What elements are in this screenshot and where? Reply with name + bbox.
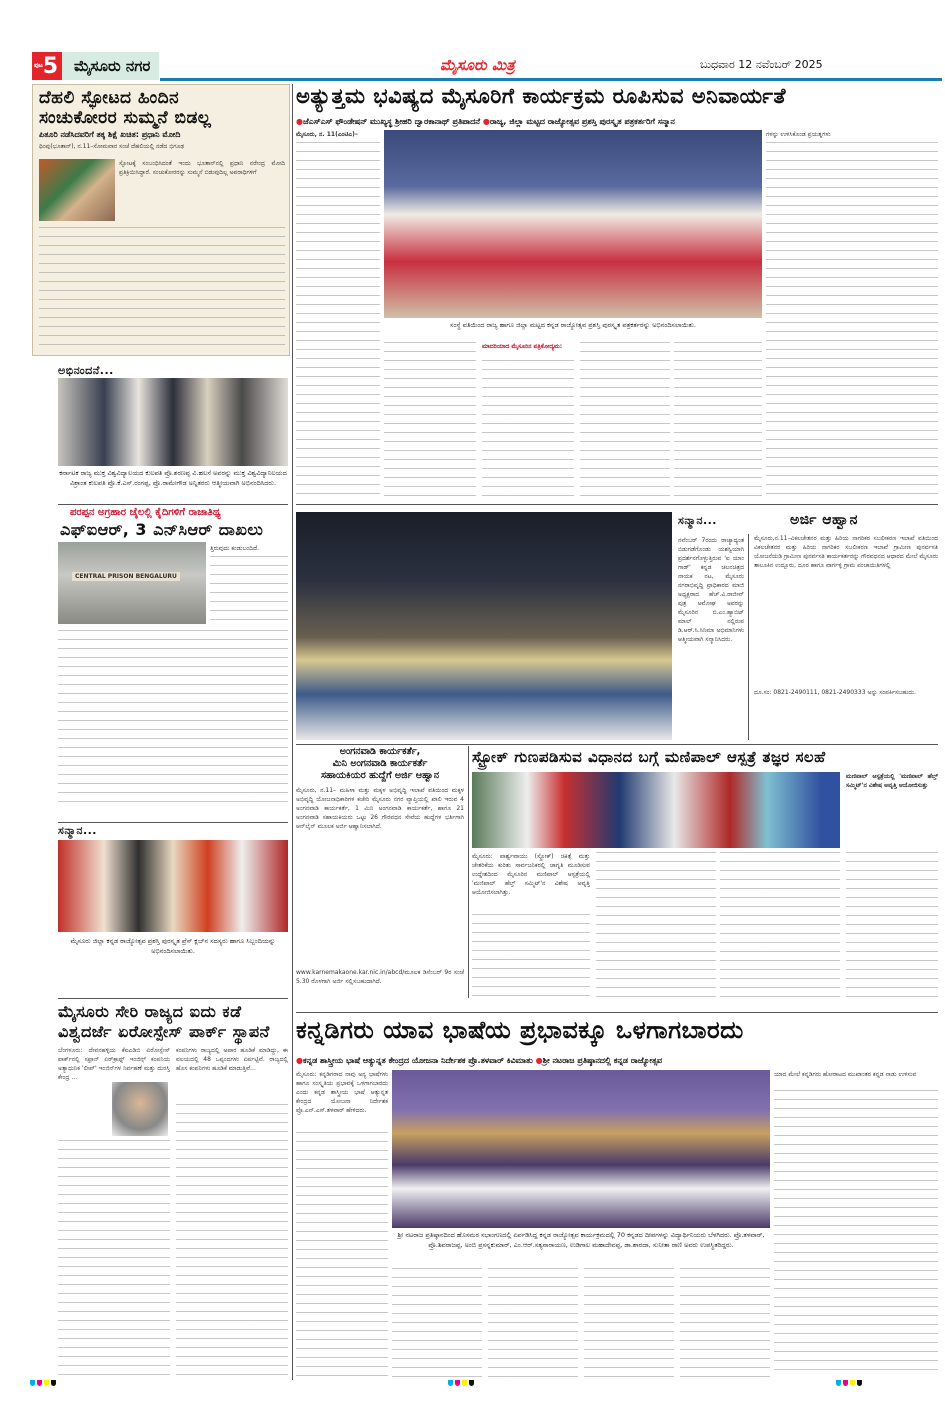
bullet-icon: ● <box>535 1056 543 1065</box>
prison-photo <box>58 542 206 624</box>
delhi-story <box>32 84 290 356</box>
stroke-col-1 <box>472 914 590 998</box>
kannada-col-4 <box>584 1268 674 1378</box>
delhi-dateline: ಥಿಂಪು(ಭೂತಾನ್), ನ.11–ಸೋಮವಾರ ಸಂಜೆ ದೆಹಲಿಯಲ್ಲಿ ನಡೆದ ಭಿಗೂಢ <box>39 143 185 150</box>
main-sub-2: ರಾಜ್ಯ, ಜಿಲ್ಲಾ ಮಟ್ಟದ ರಾಜ್ಯೋತ್ಸವ ಪ್ರಶಸ್ತಿ ಪುರಸ್ಕೃತ ಪತ್ರಕರ್ತರಿಗೆ ಸನ್ಮಾನ <box>489 117 675 126</box>
prison-sign: CENTRAL PRISON BENGALURU <box>72 572 180 581</box>
jail-headline: ಎಫ್‌ಐಆರ್, 3 ಎನ್‌ಸಿಆರ್ ದಾಖಲು <box>60 520 264 539</box>
abhinandane-photo <box>58 378 288 466</box>
issue-date: ಬುಧವಾರ 12 ನವೆಂಬರ್ 2025 <box>700 58 823 71</box>
divider <box>296 744 938 745</box>
aerospace-headline-1: ಮೈಸೂರು ಸೇರಿ ರಾಜ್ಯದ ಐದು ಕಡೆ <box>58 1002 242 1021</box>
abhinandane-caption: ಕರ್ನಾಟಕ ರಾಜ್ಯ ಮುಕ್ತ ವಿಶ್ವವಿದ್ಯಾಲಯದ ಕುಲಪತಿ ಪ್ರೊ.ಶರಣಪ್ಪ ವಿ.ಹಲಸೆ ಅವರನ್ನು ಮುಕ್ತ ವಿಶ್ವವಿದ್ಯಾನಿಲಯದ ವಿಶ್ರಾಂತ ಕುಲಪತಿ ಪ್ರೊ.ಕೆ.ಎಸ್.ರಂಗಪ್ಪ, ಪ್ರೊ.ರಾಮೇಗೌಡ ಅನ್ನಿತರರು ಆತ್ಮೀಯವಾಗಿ ಅಭಿನಂದಿಸಿದರು. <box>59 469 287 487</box>
kannada-sub-2: ಶ್ರೀ ನಟರಾಜ ಪ್ರತಿಷ್ಠಾನದಲ್ಲಿ ಕನ್ನಡ ರಾಜ್ಯೋತ್ಸವ <box>542 1056 663 1065</box>
aerospace-body-1: ಬೆಂಗಳೂರು: ದೇವನಹಳ್ಳಿಯ ಕೆಐಎಡಿಬಿ ಏರೋಸ್ಪೇಸ್ ಪಾರ್ಕ್‌ನಲ್ಲಿ ಸಫ್ರಾನ್ ಏರ್‌ಕ್ರಾಫ್ಟ್ ಇಂಜಿನ್ಸ್ ಕಂಪನಿಯ ಅತ್ಯಾಧುನಿಕ 'ಲೀಪ್' ಇಂಜಿನ್‌ಗಳ ನಿರ್ವಹಣೆ ಮತ್ತು ದುರಸ್ತಿ ಕೇಂದ್ರ ... <box>58 1047 170 1081</box>
kannada-col-1 <box>296 1132 388 1378</box>
main-subheads <box>296 117 675 127</box>
manipal-group-photo <box>472 772 840 848</box>
column-rule <box>292 84 293 1380</box>
arji-body: ಮೈಸೂರು,ನ.11–ವಿಕಲಚೇತನರ ಮತ್ತು ಹಿರಿಯ ನಾಗರಿಕರ ಸಬಲೀಕರಣ ಇಲಾಖೆ ವತಿಯಿಂದ ವಿಕಲಚೇತನರ ಮತ್ತು ಹಿರಿಯ ನಾಗರಿಕರ ಸಬಲೀಕರಣ ಇಲಾಖೆ ಗ್ರಾಮೀಣ ಪುನರ್ವಸತಿ ಯೋಜನೆಯಡಿ ಗ್ರಾಮೀಣ ಪುನರ್ವಸತಿ ಕಾರ್ಯಕರ್ತರನ್ನು ಗೌರವಧನದ ಆಧಾರದ ಮೇಲೆ ಮೈಸೂರು ತಾಲೂಕಿನ ಉದ್ಬೂರು, ದೂರ ಹಾಗೂ ವಾರ್ಗಳ್ಳಿ ಗ್ರಾಮ ಪಂಚಾಯಿತಿಗಳಲ್ಲಿ <box>754 535 938 569</box>
main-col-e <box>674 342 762 498</box>
siddaramaiah-photo <box>112 1082 168 1136</box>
page-number-badge <box>32 52 62 80</box>
main-col-b <box>384 342 476 498</box>
kannada-col-3 <box>488 1268 578 1378</box>
sanmana-2-label: ಸನ್ಮಾನ... <box>58 824 97 837</box>
main-right-col-start: ಗಳನ್ನು ಉಳಿಸಿಕೊಂಡ ಪ್ರಯತ್ನಗಳು <box>766 131 831 138</box>
cmyk-marks-center <box>448 1380 474 1386</box>
anganwadi-headline <box>296 746 464 782</box>
kannada-col-2 <box>392 1268 482 1378</box>
anganwadi-headline-3: ಸಹಾಯಕಿಯರ ಹುದ್ದೆಗೆ ಅರ್ಜಿ ಆಹ್ವಾನ <box>321 770 439 781</box>
jail-body-lines <box>210 556 288 626</box>
abhinandane-label: ಅಭಿನಂದನೆ... <box>58 364 114 377</box>
delhi-subhead: ಪಿತೂರಿ ನಡೆಸಿದವರಿಗೆ ತಕ್ಕ ಶಿಕ್ಷೆ ಖಚಿತ: ಪ್ರಧಾನಿ ಮೋದಿ <box>39 130 181 139</box>
bullet-icon: ● <box>296 1056 303 1065</box>
kannada-body-start: ಮೈಸೂರು: ಕನ್ನಡಿಗರಾದ ನಾವು ಅನ್ಯ ಭಾಷೆಗಳು ಹಾಗೂ ಸಂಸ್ಕೃತಿಯ ಪ್ರಭಾವಕ್ಕೆ ಒಳಗಾಗಬಾರದು ಎಂದು ಕನ್ನಡ ಶಾಸ್ತ್ರೀಯ ಭಾಷೆ ಆತ್ಯುನ್ನತ ಕೇಂದ್ರದ ಯೋಜನಾ ನಿರ್ದೇಶಕ ಪ್ರೊ.ಎನ್.ಎಸ್.ತಳವಾರ್ ಹೇಳಿದರು. <box>296 1071 388 1114</box>
main-col-c <box>482 360 574 498</box>
divider <box>58 504 288 505</box>
main-photo-journalists <box>384 130 762 318</box>
delhi-headline-1: ದೆಹಲಿ ಸ್ಫೋಟದ ಹಿಂದಿನ <box>39 88 180 108</box>
divider <box>58 822 288 823</box>
anganwadi-body: ಮೈಸೂರು, ನ.11– ಮಹಿಳಾ ಮತ್ತು ಮಕ್ಕಳ ಅಭಿವೃದ್ಧಿ ಇಲಾಖೆ ವತಿಯಿಂದ ಮಕ್ಕಳ ಅಭಿವೃದ್ಧಿ ಯೋಜನಾಧಿಕಾರಿಗಳ ಕಚೇರಿ ಮೈಸೂರು ನಗರ ವ್ಯಾಪ್ತಿಯಲ್ಲಿ ಖಾಲಿ ಇರುವ 4 ಅಂಗನವಾಡಿ ಕಾರ್ಯಕರ್ತೆ, 1 ಮಿನಿ ಅಂಗನವಾಡಿ ಕಾರ್ಯಕರ್ತೆ, ಹಾಗೂ 21 ಅಂಗನವಾಡಿ ಸಹಾಯಕಿಯರು ಒಟ್ಟು 26 ಗೌರವಧನ ಸೇವೆಯ ಹುದ್ದೆಗಳ ಭರ್ತಿಗಾಗಿ ಆನ್‌ಲೈನ್ ಮೂಲಕ ಅರ್ಜಿ ಆಹ್ವಾನಿಸಲಾಗಿದೆ. <box>296 787 464 830</box>
sanmana-1-label: ಸನ್ಮಾನ... <box>678 514 717 527</box>
page-number: 5 <box>42 53 58 79</box>
arji-phone: ದೂ.ಸಂ: 0821-2490111, 0821-2490333 ಅನ್ನು ಸಂಪರ್ಕಿಸಬಹುದು. <box>754 689 916 696</box>
stroke-col-2 <box>596 852 716 998</box>
aerospace-body-2: ಕಂಪನಿಗಳು ರಾಜ್ಯದಲ್ಲಿ ಅಪಾರ ಹೂಡಿಕೆ ಮಾಡಿದ್ದು, ಈ ವಲಯದಲ್ಲಿ 48 ಒಪ್ಪಂದಗಳು ಏರ್ಪಟ್ಟಿವೆ. ರಾಜ್ಯದಲ್ಲಿ ಹೊಸ ಕಂಪನಿಗಳು ಹೂಡಿಕೆ ಮಾಡುತ್ತಿವೆ... <box>176 1047 288 1072</box>
sanmana-2-photo <box>58 840 288 932</box>
main-inline-head: ಮಾದರಿಯಾದ ಮೈಸೂರಿನ ಪತ್ರಿಕೋದ್ಯಮ: <box>482 343 563 350</box>
stroke-body-start: ಮೈಸೂರು: ಪಾರ್ಶ್ವವಾಯು (ಸ್ಟ್ರೋಕ್) ಚಿಕಿತ್ಸೆ ಮತ್ತು ಚೇತರಿಕೆಯ ಕುರಿತು ಸಾರ್ವಜನಿಕರಲ್ಲಿ ಜಾಗೃತಿ ಮೂಡಿಸುವ ಉದ್ದೇಶದಿಂದ ಮೈಸೂರಿನ ಮಣಿಪಾಲ್ ಆಸ್ಪತ್ರೆಯಲ್ಲಿ 'ಮಣಿಪಾಲ್ ಹೆಲ್ತ್ ಸಮ್ಮಿಟ್'ನ ವಿಶೇಷ ಅವೃತ್ತಿ ಆಯೋಜಿಸಲಾಗಿತ್ತು. <box>472 853 590 896</box>
bullet-icon: ● <box>482 117 490 126</box>
anganwadi-headline-1: ಅಂಗನವಾಡಿ ಕಾರ್ಯಕರ್ತೆ, <box>339 746 421 757</box>
delhi-headline-2: ಸಂಚುಕೋರರ ಸುಮ್ಮನೆ ಬಿಡಲ್ಲ <box>39 108 212 128</box>
sanmana-2-caption: ಮೈಸೂರು ಜಿಲ್ಲಾ ಕನ್ನಡ ರಾಜ್ಯೋತ್ಸವ ಪ್ರಶಸ್ತಿ ಪುರಸ್ಕೃತ ಪ್ರೆಸ್ ಕ್ಲಬ್‌ನ ಸದಸ್ಯರು ಹಾಗೂ ಸಿಬ್ಬಂದಿಯನ್ನು ಅಭಿನಂದಿಸಲಾಯಿತು. <box>70 937 276 955</box>
cmyk-marks-right <box>836 1380 862 1386</box>
kannada-right-col <box>774 1090 938 1378</box>
main-dateline: ಮೈಸೂರು, ನ. 11(ಎಂಟಿಎ)– <box>296 131 358 138</box>
main-photo-caption: ಸಂಸ್ಥೆ ವತಿಯಿಂದ ರಾಜ್ಯ ಹಾಗೂ ಜಿಲ್ಲಾ ಮಟ್ಟದ ಕನ್ನಡ ರಾಜ್ಯೋತ್ಸವ ಪ್ರಶಸ್ತಿ ಪುರಸ್ಕೃತ ಪತ್ರಕರ್ತರನ್ನು ಅಭಿನಂದಿಸಲಾಯಿತು. <box>450 321 696 329</box>
cmyk-marks-left <box>30 1380 56 1386</box>
main-headline: ಅತ್ಯುತ್ತಮ ಭವಿಷ್ಯದ ಮೈಸೂರಿಗೆ ಕಾರ್ಯಕ್ರಮ ರೂಪಿಸುವ ಅನಿವಾರ್ಯತೆ <box>296 84 787 108</box>
aerospace-headline-2: ವಿಶ್ವದರ್ಜೆ ಏರೋಸ್ಪೇಸ್ ಪಾರ್ಕ್ ಸ್ಥಾಪನೆ <box>58 1022 270 1041</box>
kannada-subheads <box>296 1056 662 1066</box>
divider <box>296 504 938 505</box>
stroke-headline: ಸ್ಟ್ರೋಕ್ ಗುಣಪಡಿಸುವ ವಿಧಾನದ ಬಗ್ಗೆ ಮಣಿಪಾಲ್ ಆಸ್ಪತ್ರೆ ತಜ್ಞರ ಸಲಹೆ <box>472 748 826 766</box>
jail-kicker: ಪರಪ್ಪನ ಅಗ್ರಹಾರ ಜೈಲಲ್ಲಿ ಕೈದಿಗಳಿಗೆ ರಾಜಾತಿಥ್ಯ <box>70 507 221 518</box>
divider <box>58 998 288 999</box>
bullet-icon: ● <box>296 117 303 126</box>
students-caption: ಶ್ರೀ ನಟರಾಜ ಪ್ರತಿಷ್ಠಾನದಿಂದ ಹೊಸಮಠ ಸಭಾಂಗಣದಲ್ಲಿ ಏರ್ಪಡಿಸಿದ್ದ ಕನ್ನಡ ರಾಜ್ಯೋತ್ಸವ ಕಾರ್ಯಕ್ರಮದಲ್ಲಿ 70 ಕನ್ನಡದ ದೀಪಗಳನ್ನು ವಿದ್ಯಾರ್ಥಿನಿಯರು ಬೆಳಗಿದರು. ಪ್ರೊ.ತಳವಾರ್, ಪ್ರೊ.ಶಿವರಾಜಪ್ಪ, ಅಂಬಿ ಪ್ರಸನ್ನಕುಮಾರ್, ಎಂ.ಆರ್.ಸತ್ಯನಾರಾಯಣ, ಉಡಿಗಾಲ ಮಹಾದೇವಪ್ಪ, ಡಾ.ಶಾರದಾ, ಸುನೀತಾ ರಾಣಿ ಅವರು ಉಪಸ್ಥಿತರಿದ್ದರು. <box>397 1231 765 1249</box>
stroke-side-caption: ಮಣಿಪಾಲ್ ಆಸ್ಪತ್ರೆಯಲ್ಲಿ 'ಮಣಿಪಾಲ್ ಹೆಲ್ತ್ ಸಮ್ಮಿಟ್'ನ ವಿಶೇಷ ಅವೃತ್ತಿ ಆಯೋಜಿಸುತ್ತು <box>846 773 938 789</box>
anganwadi-link[interactable]: www.karnemakaone.kar.nic.in/abcd/ಮೂಲಕ ಡಿಸೆಂಬರ್ 9ರ ಸಂಜೆ 5.30 ರೊಳಗಾಗಿ ಅರ್ಜಿ ಸಲ್ಲಿಸಬಹುದಾಗಿದೆ. <box>296 969 464 985</box>
newspaper-logo: ಮೈಸೂರು ಮಿತ್ರ <box>440 56 515 74</box>
column-rule <box>468 746 469 998</box>
students-photo <box>392 1070 770 1228</box>
stroke-col-3 <box>720 852 840 998</box>
kannada-right-start: ಯಾದ ಮೇಲೆ ಕನ್ನಡಿಗರು ಹೋರಾಟದ ಮುಖಾಂತರ ಕನ್ನಡ ನಾಡು ಉಳಿಸುವ <box>774 1071 917 1078</box>
arji-headline: ಅರ್ಜಿ ಆಹ್ವಾನ <box>790 512 858 528</box>
sanmana-1-body: ನವೆಂಬರ್ 7ರಂದು ರಾಜ್ಯಾದ್ಯಂತ ಬಿಡುಗಡೆಗೊಂಡು ಯಶಸ್ವಿಯಾಗಿ ಪ್ರದರ್ಶನಗೊಳ್ಳುತ್ತಿರುವ 'ಐ ಯಾಂ ಗಾಡ್' ಕನ್ನಡ ಚಲನಚಿತ್ರದ ನಾಯಕ ನಟ, ಮೈಸೂರು ನಗರಾಭಿವೃದ್ಧಿ ಪ್ರಾಧಿಕಾರದ ಮಾಜಿ ಅಧ್ಯಕ್ಷರಾದ ಹೆಚ್.ವಿ.ರಾಜೀವ್ ಪುತ್ರ ಅಮೋಘ ಅವರನ್ನು ಮೈಸೂರಿನ ಬಿ.ಎಂ.ಹ್ಯಾಬಿಟ್ ಮಾಲ್ ನಲ್ಲಿರುವ ಡಿ.ಆರ್.ಸಿ.ಸಿನಿಮಾ ಅಭಿಮಾನಿಗಳು ಆತ್ಮೀಯವಾಗಿ ಸನ್ಮಾನಿಸಿದರು. <box>678 537 744 643</box>
jail-body-start: ತ್ತಿರುವುದು ಕಂಡುಬಂದಿದೆ. <box>210 545 260 552</box>
main-right-col <box>766 142 938 498</box>
jail-body-lines-2 <box>58 630 288 810</box>
divider <box>296 1012 938 1013</box>
main-sub-1: ಜೆಎಸ್‌ಎಸ್ ಫೌಂಡೇಷನ್ ಮುಖ್ಯಸ್ಥ ಶ್ರೀಹರಿ ದ್ವಾರಕಾನಾಥ್ ಪ್ರತಿಪಾದನೆ <box>302 117 481 126</box>
page-label: ಪುಟ <box>34 62 43 69</box>
delhi-body: ಸ್ಫೋಟಕ್ಕೆ ಸಂಬಂಧಿಸಿದಂತೆ ಇಂದು ಭೂತಾನ್‌ನಲ್ಲಿ ಪ್ರಧಾನಿ ನರೇಂದ್ರ ಮೋದಿ ಪ್ರತಿಕ್ರಿಯಿಸಿದ್ದಾರೆ. ಸಂಚುಕೋರರನ್ನು ಸುಮ್ಮನೆ ಬಿಡುವುದಿಲ್ಲ ಅಪರಾಧಿಗಳಿಗೆ <box>119 160 285 176</box>
aerospace-lines-2 <box>176 1104 288 1378</box>
main-col-1 <box>296 142 380 316</box>
actor-felicitation-photo <box>296 512 672 740</box>
delhi-body-lines <box>39 227 285 351</box>
anganwadi-headline-2: ಮಿನಿ ಅಂಗನವಾಡಿ ಕಾರ್ಯಕರ್ತೆ <box>332 758 428 769</box>
stroke-col-4 <box>846 852 938 998</box>
main-col-d <box>580 342 670 498</box>
section-name: ಮೈಸೂರು ನಗರ <box>62 52 159 80</box>
modi-photo <box>39 159 115 221</box>
masthead-rule <box>160 78 942 81</box>
kannada-sub-1: ಕನ್ನಡ ಶಾಸ್ತ್ರೀಯ ಭಾಷೆ ಆತ್ಯುನ್ನತ ಕೇಂದ್ರದ ಯೋಜನಾ ನಿರ್ದೇಶಕ ಪ್ರೊ.ತಳವಾರ್ ಕಿವಿಮಾತು <box>302 1056 533 1065</box>
column-rule <box>748 534 749 740</box>
main-col-a <box>296 322 380 498</box>
kannada-col-5 <box>680 1268 770 1378</box>
aerospace-lines-1 <box>58 1140 170 1378</box>
kannada-headline: ಕನ್ನಡಿಗರು ಯಾವ ಭಾಷೆಯ ಪ್ರಭಾವಕ್ಕೂ ಒಳಗಾಗಬಾರದು <box>296 1016 744 1044</box>
